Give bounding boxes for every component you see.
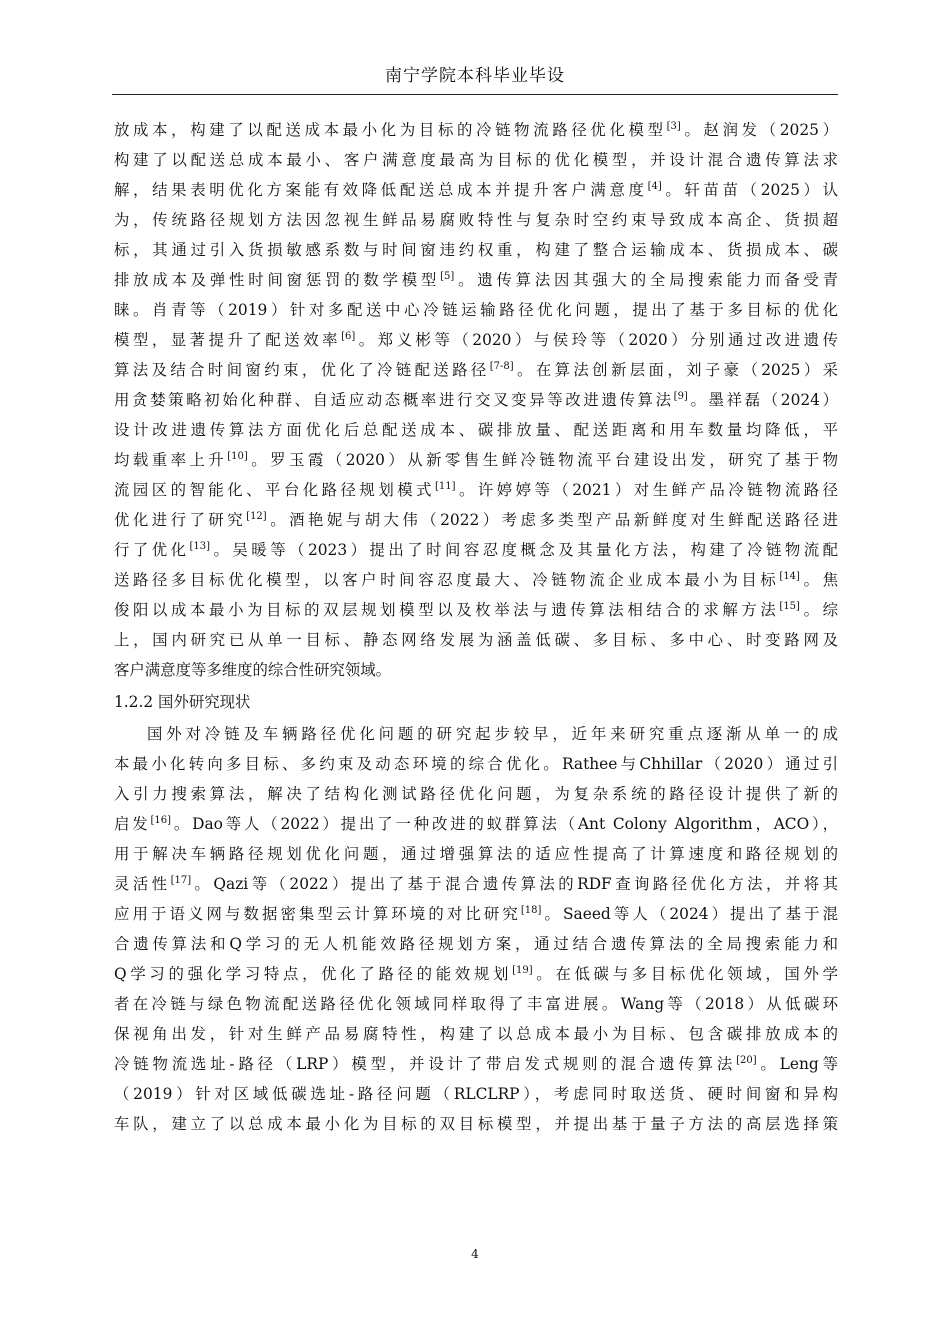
text-line bbox=[114, 535, 838, 565]
text-run: 。在低碳与多目标优化领域，国外学 bbox=[532, 965, 838, 983]
text-run: 上，国内研究已从单一目标、静态网络发展为涵盖低碳、多目标、多中心、时变路网及 bbox=[114, 631, 838, 649]
text-line bbox=[114, 1019, 838, 1049]
text-run: 本最小化转向多目标、多约束及动态环境的综合优化。Rathee与Chhillar（2020）通过引 bbox=[114, 755, 838, 773]
text-line bbox=[114, 989, 838, 1019]
text-run: 放成本，构建了以配送成本最小化为目标的冷链物流路径优化模型 bbox=[114, 121, 667, 139]
text-run: 睐。肖青等（2019）针对多配送中心冷链运输路径优化问题，提出了基于多目标的优化 bbox=[114, 301, 838, 319]
text-line bbox=[114, 749, 838, 779]
text-run: 保视角出发，针对生鲜产品易腐特性，构建了以总成本最小为目标、包含碳排放成本的 bbox=[114, 1025, 838, 1043]
citation-marker: [20] bbox=[736, 1055, 757, 1066]
citation-marker: [18] bbox=[520, 905, 542, 916]
domestic-research-paragraph bbox=[114, 115, 838, 685]
text-run: 用贪婪策略初始化种群、自适应动态概率进行交叉变异等改进遗传算法 bbox=[114, 391, 674, 409]
text-run: 入引力搜索算法，解决了结构化测试路径优化问题，为复杂系统的路径设计提供了新的 bbox=[114, 785, 838, 803]
text-run: 。Dao等人（2022）提出了一种改进的蚁群算法（Ant Colony Algorithm，ACO）， bbox=[171, 815, 838, 833]
text-line bbox=[114, 809, 838, 839]
citation-marker: [19] bbox=[512, 965, 533, 976]
text-run: 送路径多目标优化模型，以客户时间容忍度最大、冷链物流企业成本最小为目标 bbox=[114, 571, 780, 589]
text-run: 排放成本及弹性时间窗惩罚的数学模型 bbox=[114, 271, 441, 289]
page-header-title: 南宁学院本科毕业毕设 bbox=[385, 66, 565, 86]
section-heading: 1.2.2 国外研究现状 bbox=[114, 693, 251, 711]
text-line bbox=[114, 145, 838, 175]
text-run: 构建了以配送总成本最小、客户满意度最高为目标的优化模型，并设计混合遗传算法求 bbox=[114, 151, 838, 169]
text-run: 合遗传算法和Q学习的无人机能效路径规划方案，通过结合遗传算法的全局搜索能力和 bbox=[114, 935, 838, 953]
text-line bbox=[114, 625, 838, 655]
text-run: 。许婷婷等（2021）对生鲜产品冷链物流路径 bbox=[455, 481, 838, 499]
page-number: 4 bbox=[471, 1247, 479, 1261]
text-run: 客户满意度等多维度的综合性研究领域。 bbox=[114, 661, 392, 679]
text-line bbox=[114, 325, 838, 355]
text-line bbox=[114, 415, 838, 445]
text-run: 模型，显著提升了配送效率 bbox=[114, 331, 342, 349]
text-line bbox=[114, 929, 838, 959]
text-run: 。Qazi等（2022）提出了基于混合遗传算法的RDF查询路径优化方法，并将其 bbox=[191, 875, 838, 893]
citation-marker: [10] bbox=[227, 451, 248, 462]
text-run: 设计改进遗传算法方面优化后总配送成本、碳排放量、配送距离和用车数量均降低，平 bbox=[114, 421, 838, 439]
citation-marker: [11] bbox=[434, 481, 456, 492]
text-line bbox=[114, 235, 838, 265]
text-line bbox=[114, 505, 838, 535]
citation-marker: [5] bbox=[440, 271, 455, 282]
text-run: 应用于语义网与数据密集型云计算环境的对比研究 bbox=[114, 905, 521, 923]
citation-marker: [9] bbox=[673, 391, 688, 402]
text-run: 解，结果表明优化方案能有效降低配送总成本并提升客户满意度 bbox=[114, 181, 648, 199]
citation-marker: [4] bbox=[647, 181, 662, 192]
text-run: 。Leng等 bbox=[756, 1055, 838, 1073]
text-line bbox=[114, 115, 838, 145]
citation-marker: [14] bbox=[779, 571, 800, 582]
text-run: 。综 bbox=[799, 601, 838, 619]
text-run: 者在冷链与绿色物流配送路径优化领域同样取得了丰富进展。Wang等（2018）从低碳环 bbox=[114, 995, 838, 1013]
text-line bbox=[114, 959, 838, 989]
text-run: 国外对冷链及车辆路径优化问题的研究起步较早，近年来研究重点逐渐从单一的成 bbox=[147, 725, 838, 743]
document-body bbox=[114, 115, 838, 1139]
text-run: 。罗玉霞（2020）从新零售生鲜冷链物流平台建设出发，研究了基于物 bbox=[247, 451, 838, 469]
text-line bbox=[114, 205, 838, 235]
text-run: 。赵润发（2025） bbox=[680, 121, 838, 139]
text-line bbox=[114, 839, 838, 869]
citation-marker: [17] bbox=[170, 875, 192, 886]
text-run: 。墨祥磊（2024） bbox=[687, 391, 838, 409]
text-run: 优化进行了研究 bbox=[114, 511, 247, 529]
text-line bbox=[114, 565, 838, 595]
text-run: 。焦 bbox=[799, 571, 838, 589]
text-run: 。吴暖等（2023）提出了时间容忍度概念及其量化方法，构建了冷链物流配 bbox=[210, 541, 838, 559]
text-run: 流园区的智能化、平台化路径规划模式 bbox=[114, 481, 435, 499]
text-run: 冷链物流选址-路径（LRP）模型，并设计了带启发式规则的混合遗传算法 bbox=[114, 1055, 737, 1073]
text-line bbox=[114, 385, 838, 415]
text-line bbox=[114, 475, 838, 505]
citation-marker: [13] bbox=[189, 541, 211, 552]
text-line bbox=[114, 445, 838, 475]
text-line bbox=[114, 265, 838, 295]
text-run: 行了优化 bbox=[114, 541, 190, 559]
text-line bbox=[114, 1049, 838, 1079]
text-run: 算法及结合时间窗约束，优化了冷链配送路径 bbox=[114, 361, 490, 379]
text-run: 。郑义彬等（2020）与侯玲等（2020）分别通过改进遗传 bbox=[355, 331, 838, 349]
citation-marker: [12] bbox=[246, 511, 267, 522]
text-run: 。酒艳妮与胡大伟（2022）考虑多类型产品新鲜度对生鲜配送路径进 bbox=[266, 511, 838, 529]
text-run: 。遗传算法因其强大的全局搜索能力而备受青 bbox=[454, 271, 838, 289]
text-run: 。轩苗苗（2025）认 bbox=[661, 181, 838, 199]
text-run: 灵活性 bbox=[114, 875, 171, 893]
text-run: 。在算法创新层面，刘子豪（2025）采 bbox=[513, 361, 838, 379]
citation-marker: [3] bbox=[666, 121, 681, 132]
text-run: 启发 bbox=[114, 815, 151, 833]
text-run: 。Saeed等人（2024）提出了基于混 bbox=[541, 905, 838, 923]
text-run: 为，传统路径规划方法因忽视生鲜品易腐败特性与复杂时空约束导致成本高企、货损超 bbox=[114, 211, 838, 229]
text-run: 俊阳以成本最小为目标的双层规划模型以及枚举法与遗传算法相结合的求解方法 bbox=[114, 601, 780, 619]
text-line bbox=[114, 655, 838, 685]
citation-marker: [7-8] bbox=[489, 361, 514, 372]
text-line bbox=[114, 1109, 838, 1139]
text-run: 用于解决车辆路径规划优化问题，通过增强算法的适应性提高了计算速度和路径规划的 bbox=[114, 845, 838, 863]
citation-marker: [15] bbox=[779, 601, 800, 612]
text-line bbox=[114, 779, 838, 809]
text-line bbox=[114, 719, 838, 749]
text-run: 标，其通过引入货损敏感系数与时间窗违约权重，构建了整合运输成本、货损成本、碳 bbox=[114, 241, 838, 259]
header-divider bbox=[112, 94, 838, 95]
text-run: 车队，建立了以总成本最小化为目标的双目标模型，并提出基于量子方法的高层选择策 bbox=[114, 1115, 838, 1133]
text-run: 均载重率上升 bbox=[114, 451, 228, 469]
text-line bbox=[114, 595, 838, 625]
text-line bbox=[114, 1079, 838, 1109]
text-run: Q学习的强化学习特点，优化了路径的能效规划 bbox=[114, 965, 513, 983]
text-run: （2019）针对区域低碳选址-路径问题（RLCLRP），考虑同时取送货、硬时间窗和异构 bbox=[114, 1085, 838, 1103]
foreign-research-paragraph bbox=[114, 719, 838, 1139]
text-line bbox=[114, 295, 838, 325]
text-line bbox=[114, 869, 838, 899]
citation-marker: [16] bbox=[150, 815, 172, 826]
text-line bbox=[114, 175, 838, 205]
citation-marker: [6] bbox=[341, 331, 356, 342]
text-line bbox=[114, 355, 838, 385]
text-line bbox=[114, 899, 838, 929]
